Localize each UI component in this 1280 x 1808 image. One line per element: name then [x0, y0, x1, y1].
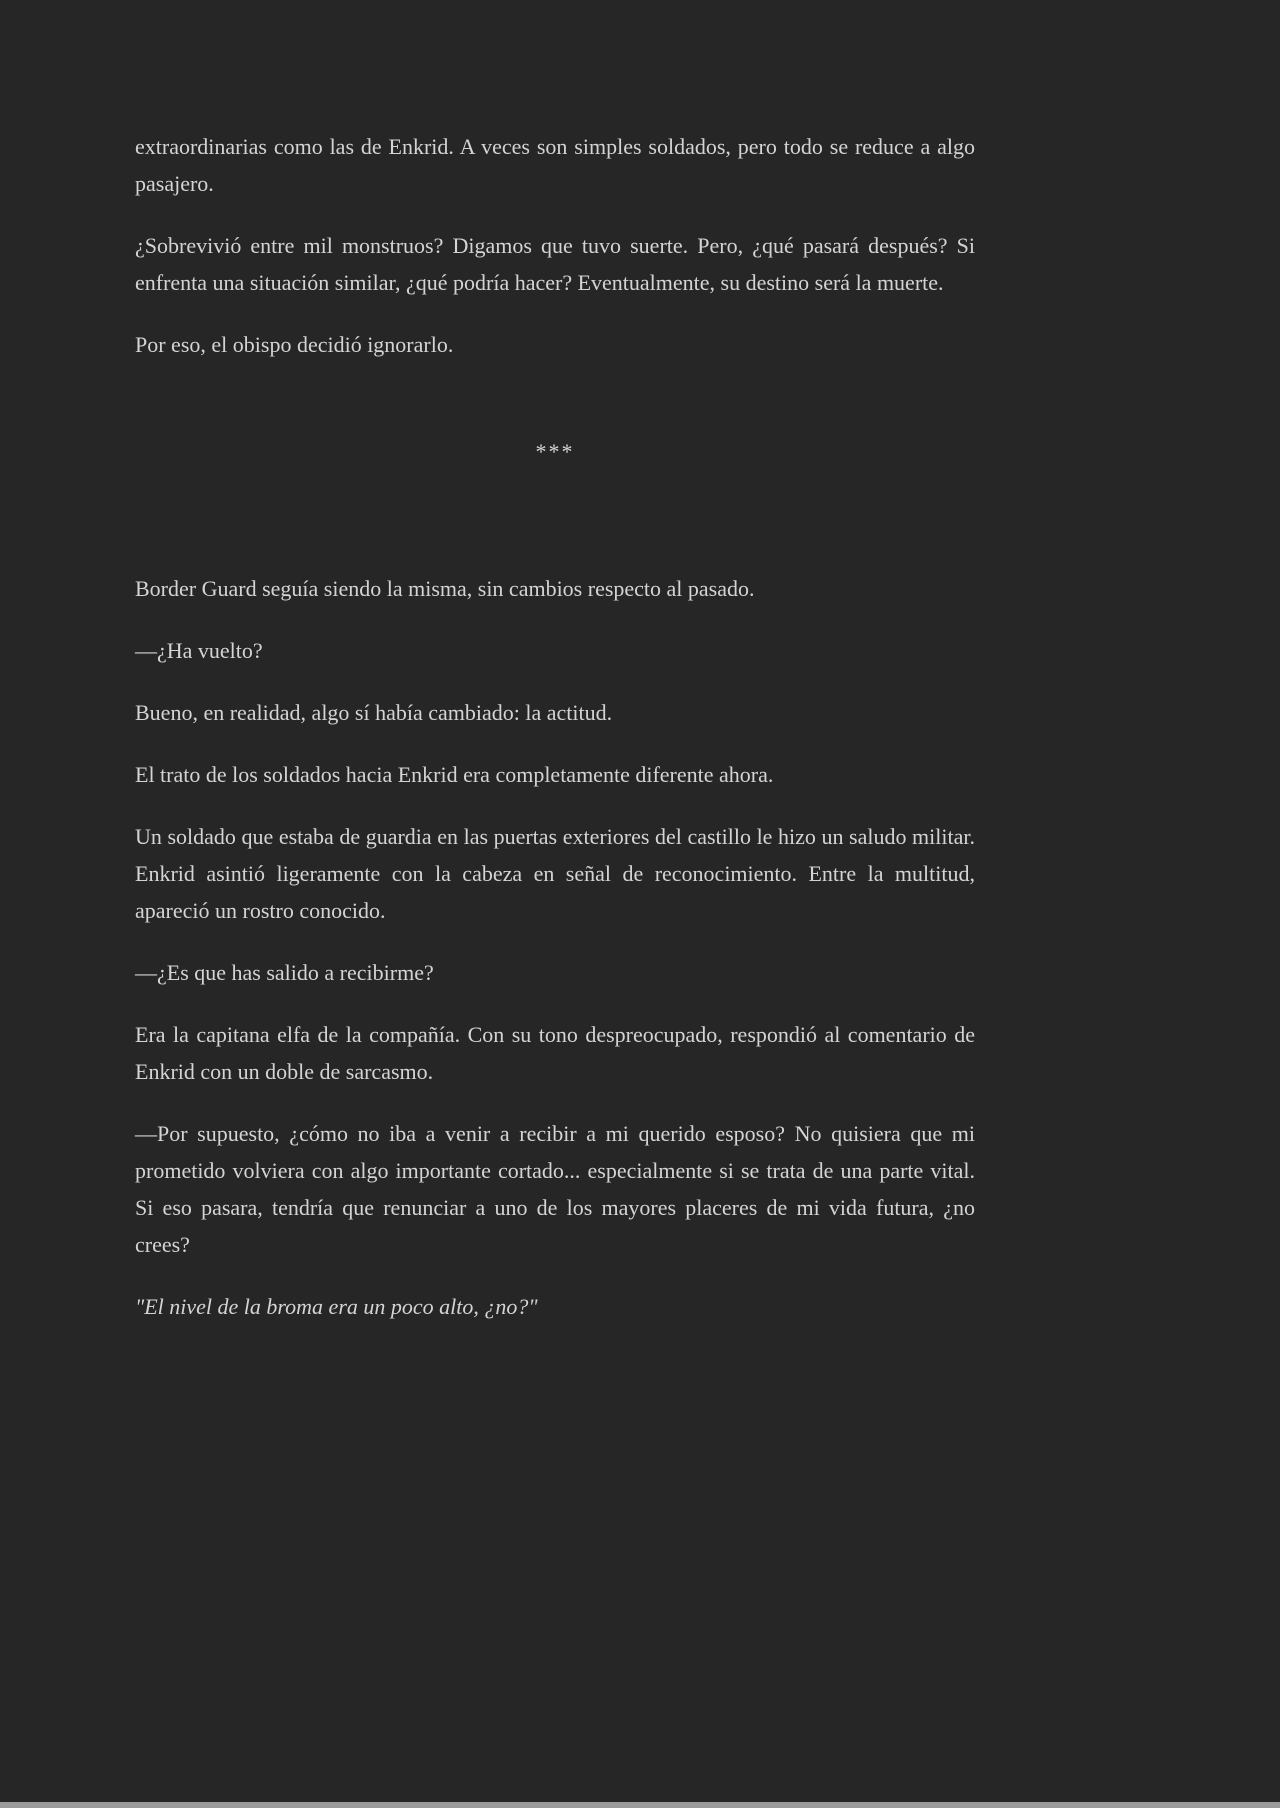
chapter-content [135, 0, 975, 1325]
paragraph: El trato de los soldados hacia Enkrid era completamente diferente ahora. [135, 762, 774, 787]
paragraph: ¿Sobrevivió entre mil monstruos? Digamos que tuvo suerte. Pero, ¿qué pasará después? Si enfrenta una situación similar, ¿qué podría hacer? Eventualmente, su destino será la muerte. [135, 233, 975, 295]
section-separator: *** [535, 439, 575, 464]
paragraph-dialogue: —¿Es que has salido a recibirme? [135, 960, 434, 985]
paragraph: Un soldado que estaba de guardia en las puertas exteriores del castillo le hizo un saludo militar. Enkrid asintió ligeramente con la cabeza en señal de reconocimiento. Entre la multitud, apareció un rostro conocido. [135, 824, 975, 923]
paragraph: Era la capitana elfa de la compañía. Con su tono despreocupado, respondió al comentario de Enkrid con un doble de sarcasmo. [135, 1022, 975, 1084]
paragraph-dialogue: —Por supuesto, ¿cómo no iba a venir a recibir a mi querido esposo? No quisiera que mi prometido volviera con algo importante cortado... especialmente si se trata de una parte vital. Si eso pasara, tendría que renunciar a uno de los mayores placeres de mi vida futura, ¿no crees? [135, 1121, 975, 1257]
inner-thought-text: "El nivel de la broma era un poco alto, ¿no?" [135, 1294, 538, 1319]
bottom-edge-bar [0, 1802, 1280, 1808]
paragraph-dialogue: —¿Ha vuelto? [135, 638, 263, 663]
paragraph: Border Guard seguía siendo la misma, sin cambios respecto al pasado. [135, 576, 755, 601]
paragraph: extraordinarias como las de Enkrid. A veces son simples soldados, pero todo se reduce a algo pasajero. [135, 134, 975, 196]
paragraph: Bueno, en realidad, algo sí había cambiado: la actitud. [135, 700, 613, 725]
paragraph: Por eso, el obispo decidió ignorarlo. [135, 332, 454, 357]
